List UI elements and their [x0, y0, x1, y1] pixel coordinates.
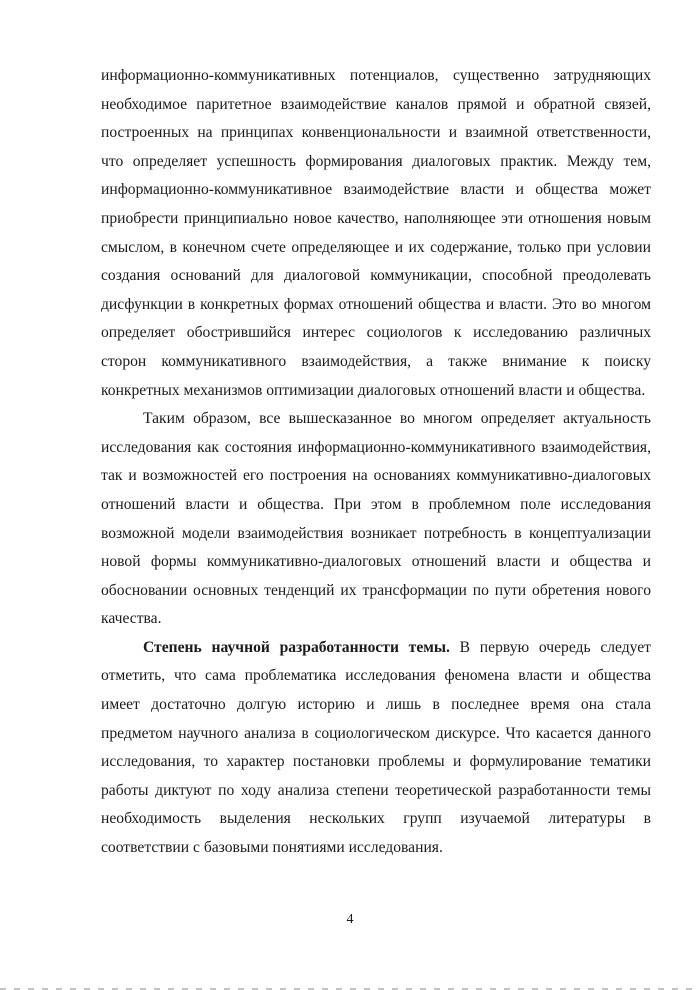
section-heading-inline: Степень научной разработанности темы.: [143, 638, 450, 656]
paragraph-research-degree-text: В первую очередь следует отметить, что сама проблематика исследования феномена власти и общества имеет достаточно долгую историю и лишь в последнее время она стала предметом научного анализа в социологическом дискурсе. Что касается данного исследования, то характер постановки проблемы и формулирование тематики работы диктуют по ходу анализа степени теоретической разработанности темы необходимость выделения нескольких групп изучаемой литературы в соответствии с базовыми понятиями исследования.: [101, 638, 651, 857]
body-text: [101, 62, 651, 863]
paragraph-continuation: информационно-коммуникативных потенциалов, существенно затрудняющих необходимое паритетное взаимодействие каналов прямой и обратной связей, построенных на принципах конвенциональности и взаимной ответственности, что определяет успешность формирования диалоговых практик. Между тем, информационно-коммуникативное взаимодействие власти и общества может приобрести принципиально новое качество, наполняющее эти отношения новым смыслом, в конечном счете определяющее и их содержание, только при условии создания оснований для диалоговой коммуникации, способной преодолевать дисфункции в конкретных формах отношений общества и власти. Это во многом определяет обострившийся интерес социологов к исследованию различных сторон коммуникативного взаимодействия, а также внимание к поиску конкретных механизмов оптимизации диалоговых отношений власти и общества.: [101, 67, 651, 399]
paragraph-research-degree: [101, 634, 651, 863]
page-number: 4: [346, 912, 354, 927]
paragraph-relevance: Таким образом, все вышесказанное во многом определяет актуальность исследования как состояния информационно-коммуникативного взаимодействия, так и возможностей его построения на основаниях коммуникативно-диалоговых отношений власти и общества. При этом в проблемном поле исследования возможной модели взаимодействия возникает потребность в концептуализации новой формы коммуникативно-диалоговых отношений власти и общества и обосновании основных тенденций их трансформации по пути обретения нового качества.: [101, 410, 651, 628]
